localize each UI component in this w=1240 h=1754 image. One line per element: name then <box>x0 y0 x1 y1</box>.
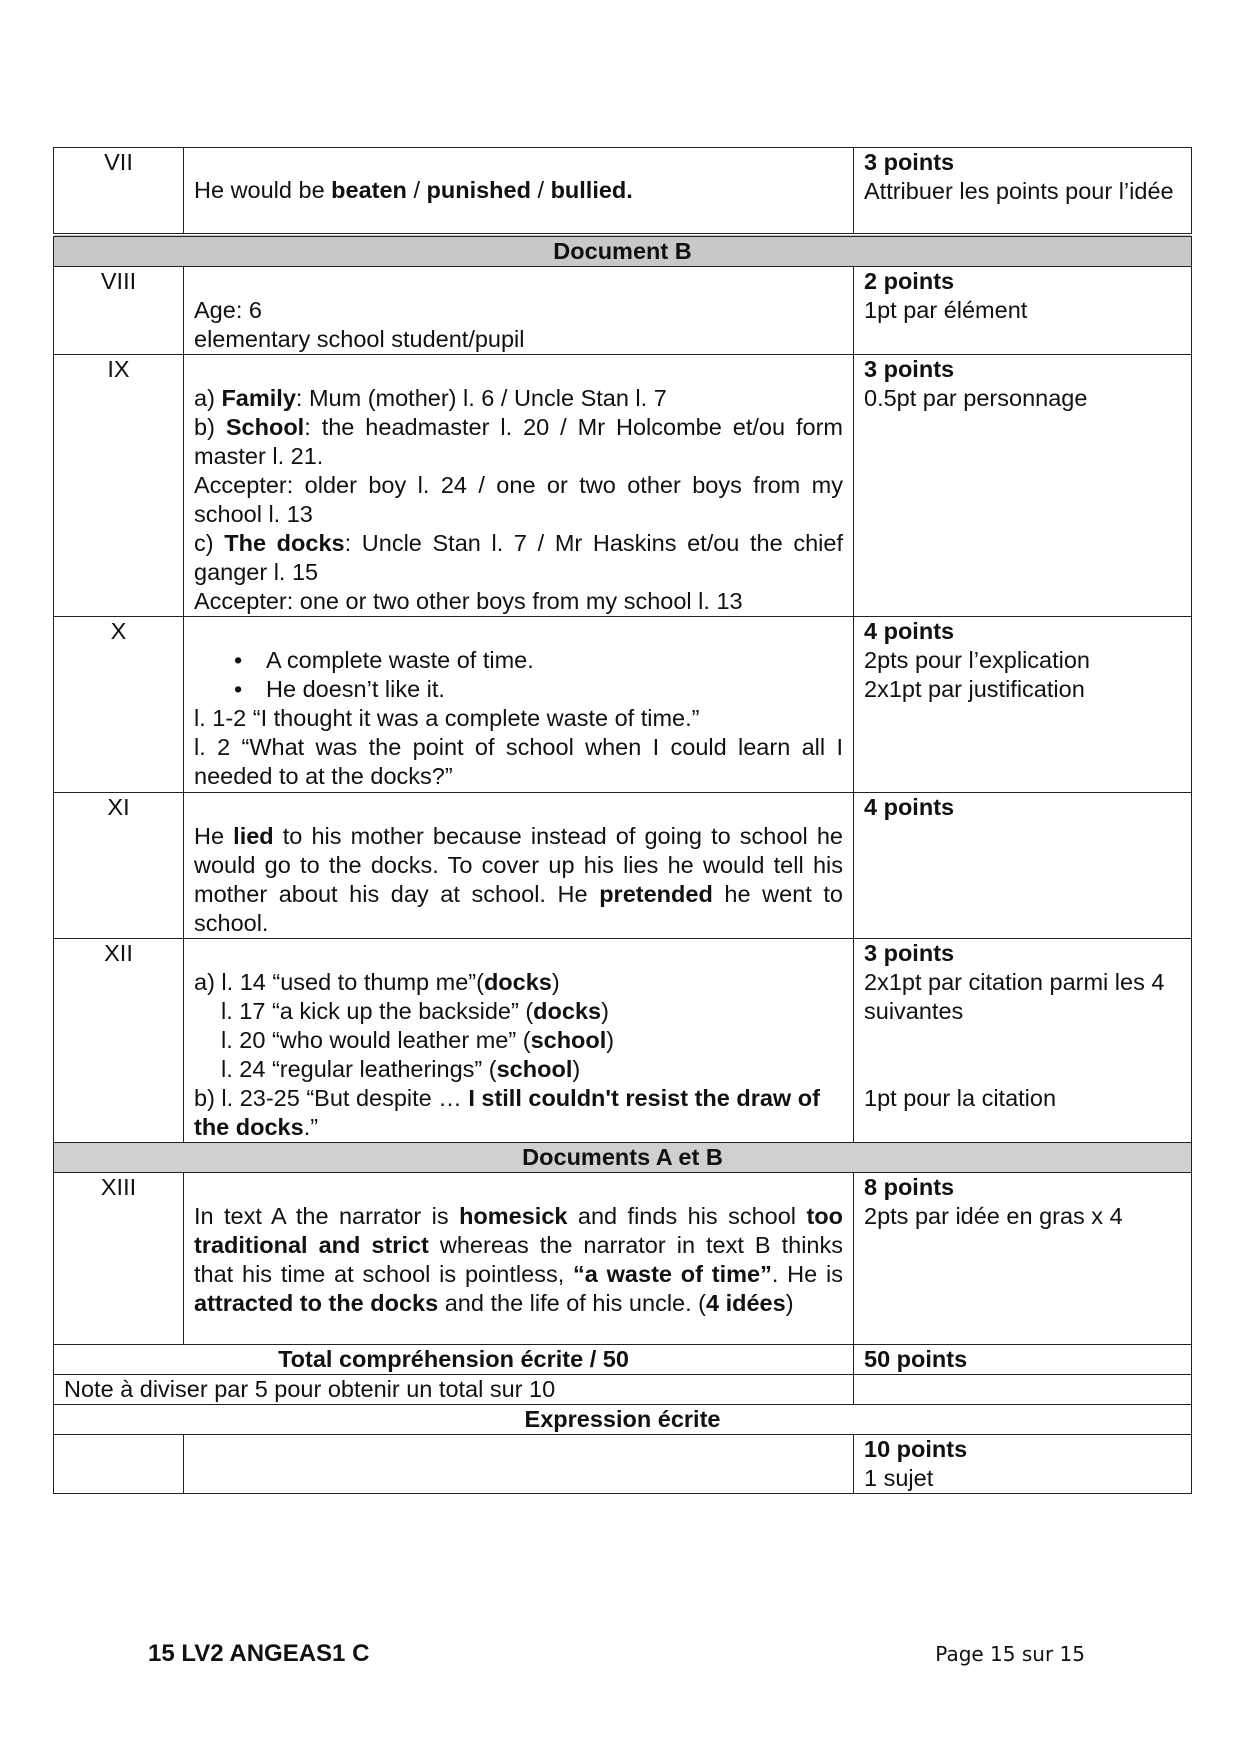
question-number: VII <box>54 148 184 235</box>
row-ix <box>54 354 1192 616</box>
bullet-list <box>194 646 843 704</box>
total-points: 50 points <box>854 1344 1192 1374</box>
points-cell: 8 points 2pts par idée en gras x 4 <box>854 1172 1192 1344</box>
question-number: X <box>54 616 184 792</box>
answer: • A complete waste of time. • He doesn’t like it. l. 1-2 “I thought it was a complete waste of time.” l. 2 “What was the point of school when I could learn all I needed to at the docks?” <box>184 616 854 792</box>
section-header: Document B <box>54 235 1192 267</box>
row-expression-header <box>54 1404 1192 1434</box>
question-number: XI <box>54 792 184 938</box>
list-item: • A complete waste of time. <box>194 646 843 675</box>
points-cell: 3 points 0.5pt par personnage <box>854 354 1192 616</box>
row-x <box>54 616 1192 792</box>
answer: In text A the narrator is homesick and finds his school too traditional and strict whereas the narrator in text B thinks that his time at school is pointless, “a waste of time”. He is attracted to the docks and the life of his uncle. (4 idées) <box>184 1172 854 1344</box>
answer: a) l. 14 “used to thump me”(docks) l. 17 “a kick up the backside” (docks) l. 20 “who would leather me” (school) l. 24 “regular leatherings” (school) b) l. 23-25 “But despite … I still couldn't resist the draw of the docks.” <box>184 938 854 1142</box>
points-cell: 4 points 2pts pour l’explication 2x1pt par justification <box>854 616 1192 792</box>
question-number: XIII <box>54 1172 184 1344</box>
empty-cell <box>54 1434 184 1493</box>
row-xii <box>54 938 1192 1142</box>
row-expression <box>54 1434 1192 1493</box>
points-cell: 10 points 1 sujet <box>854 1434 1192 1493</box>
answer: Age: 6 elementary school student/pupil <box>184 266 854 354</box>
row-xiii <box>54 1172 1192 1344</box>
divide-note: Note à diviser par 5 pour obtenir un total sur 10 <box>54 1374 854 1404</box>
total-label: Total compréhension écrite / 50 <box>54 1344 854 1374</box>
row-viii <box>54 266 1192 354</box>
question-number: VIII <box>54 266 184 354</box>
section-header: Expression écrite <box>54 1404 1192 1434</box>
points-cell: 2 points 1pt par élément <box>854 266 1192 354</box>
section-header: Documents A et B <box>54 1142 1192 1172</box>
row-xi <box>54 792 1192 938</box>
grading-table <box>53 147 1192 1494</box>
answer: He would be beaten / punished / bullied. <box>184 148 854 235</box>
empty-cell <box>184 1434 854 1493</box>
empty-cell <box>854 1374 1192 1404</box>
question-number: XII <box>54 938 184 1142</box>
row-vii <box>54 148 1192 235</box>
document-code: 15 LV2 ANGEAS1 C <box>148 1640 370 1667</box>
answer: He lied to his mother because instead of going to school he would go to the docks. To cover up his lies he would tell his mother about his day at school. He pretended he went to school. <box>184 792 854 938</box>
points-cell: 3 points 2x1pt par citation parmi les 4 suivantes 1pt pour la citation <box>854 938 1192 1142</box>
list-item: • He doesn’t like it. <box>194 675 843 704</box>
row-note <box>54 1374 1192 1404</box>
points-cell: 3 points Attribuer les points pour l’idée <box>854 148 1192 235</box>
answer: a) Family: Mum (mother) l. 6 / Uncle Stan l. 7 b) School: the headmaster l. 20 / Mr Holcombe et/ou form master l. 21. Accepter: older boy l. 24 / one or two other boys from my school l. 13 c) The docks: Uncle Stan l. 7 / Mr Haskins et/ou the chief ganger l. 15 Accepter: one or two other boys from my school l. 13 <box>184 354 854 616</box>
page-number: Page 15 sur 15 <box>935 1642 1085 1666</box>
row-total <box>54 1344 1192 1374</box>
points-cell: 4 points <box>854 792 1192 938</box>
question-number: IX <box>54 354 184 616</box>
